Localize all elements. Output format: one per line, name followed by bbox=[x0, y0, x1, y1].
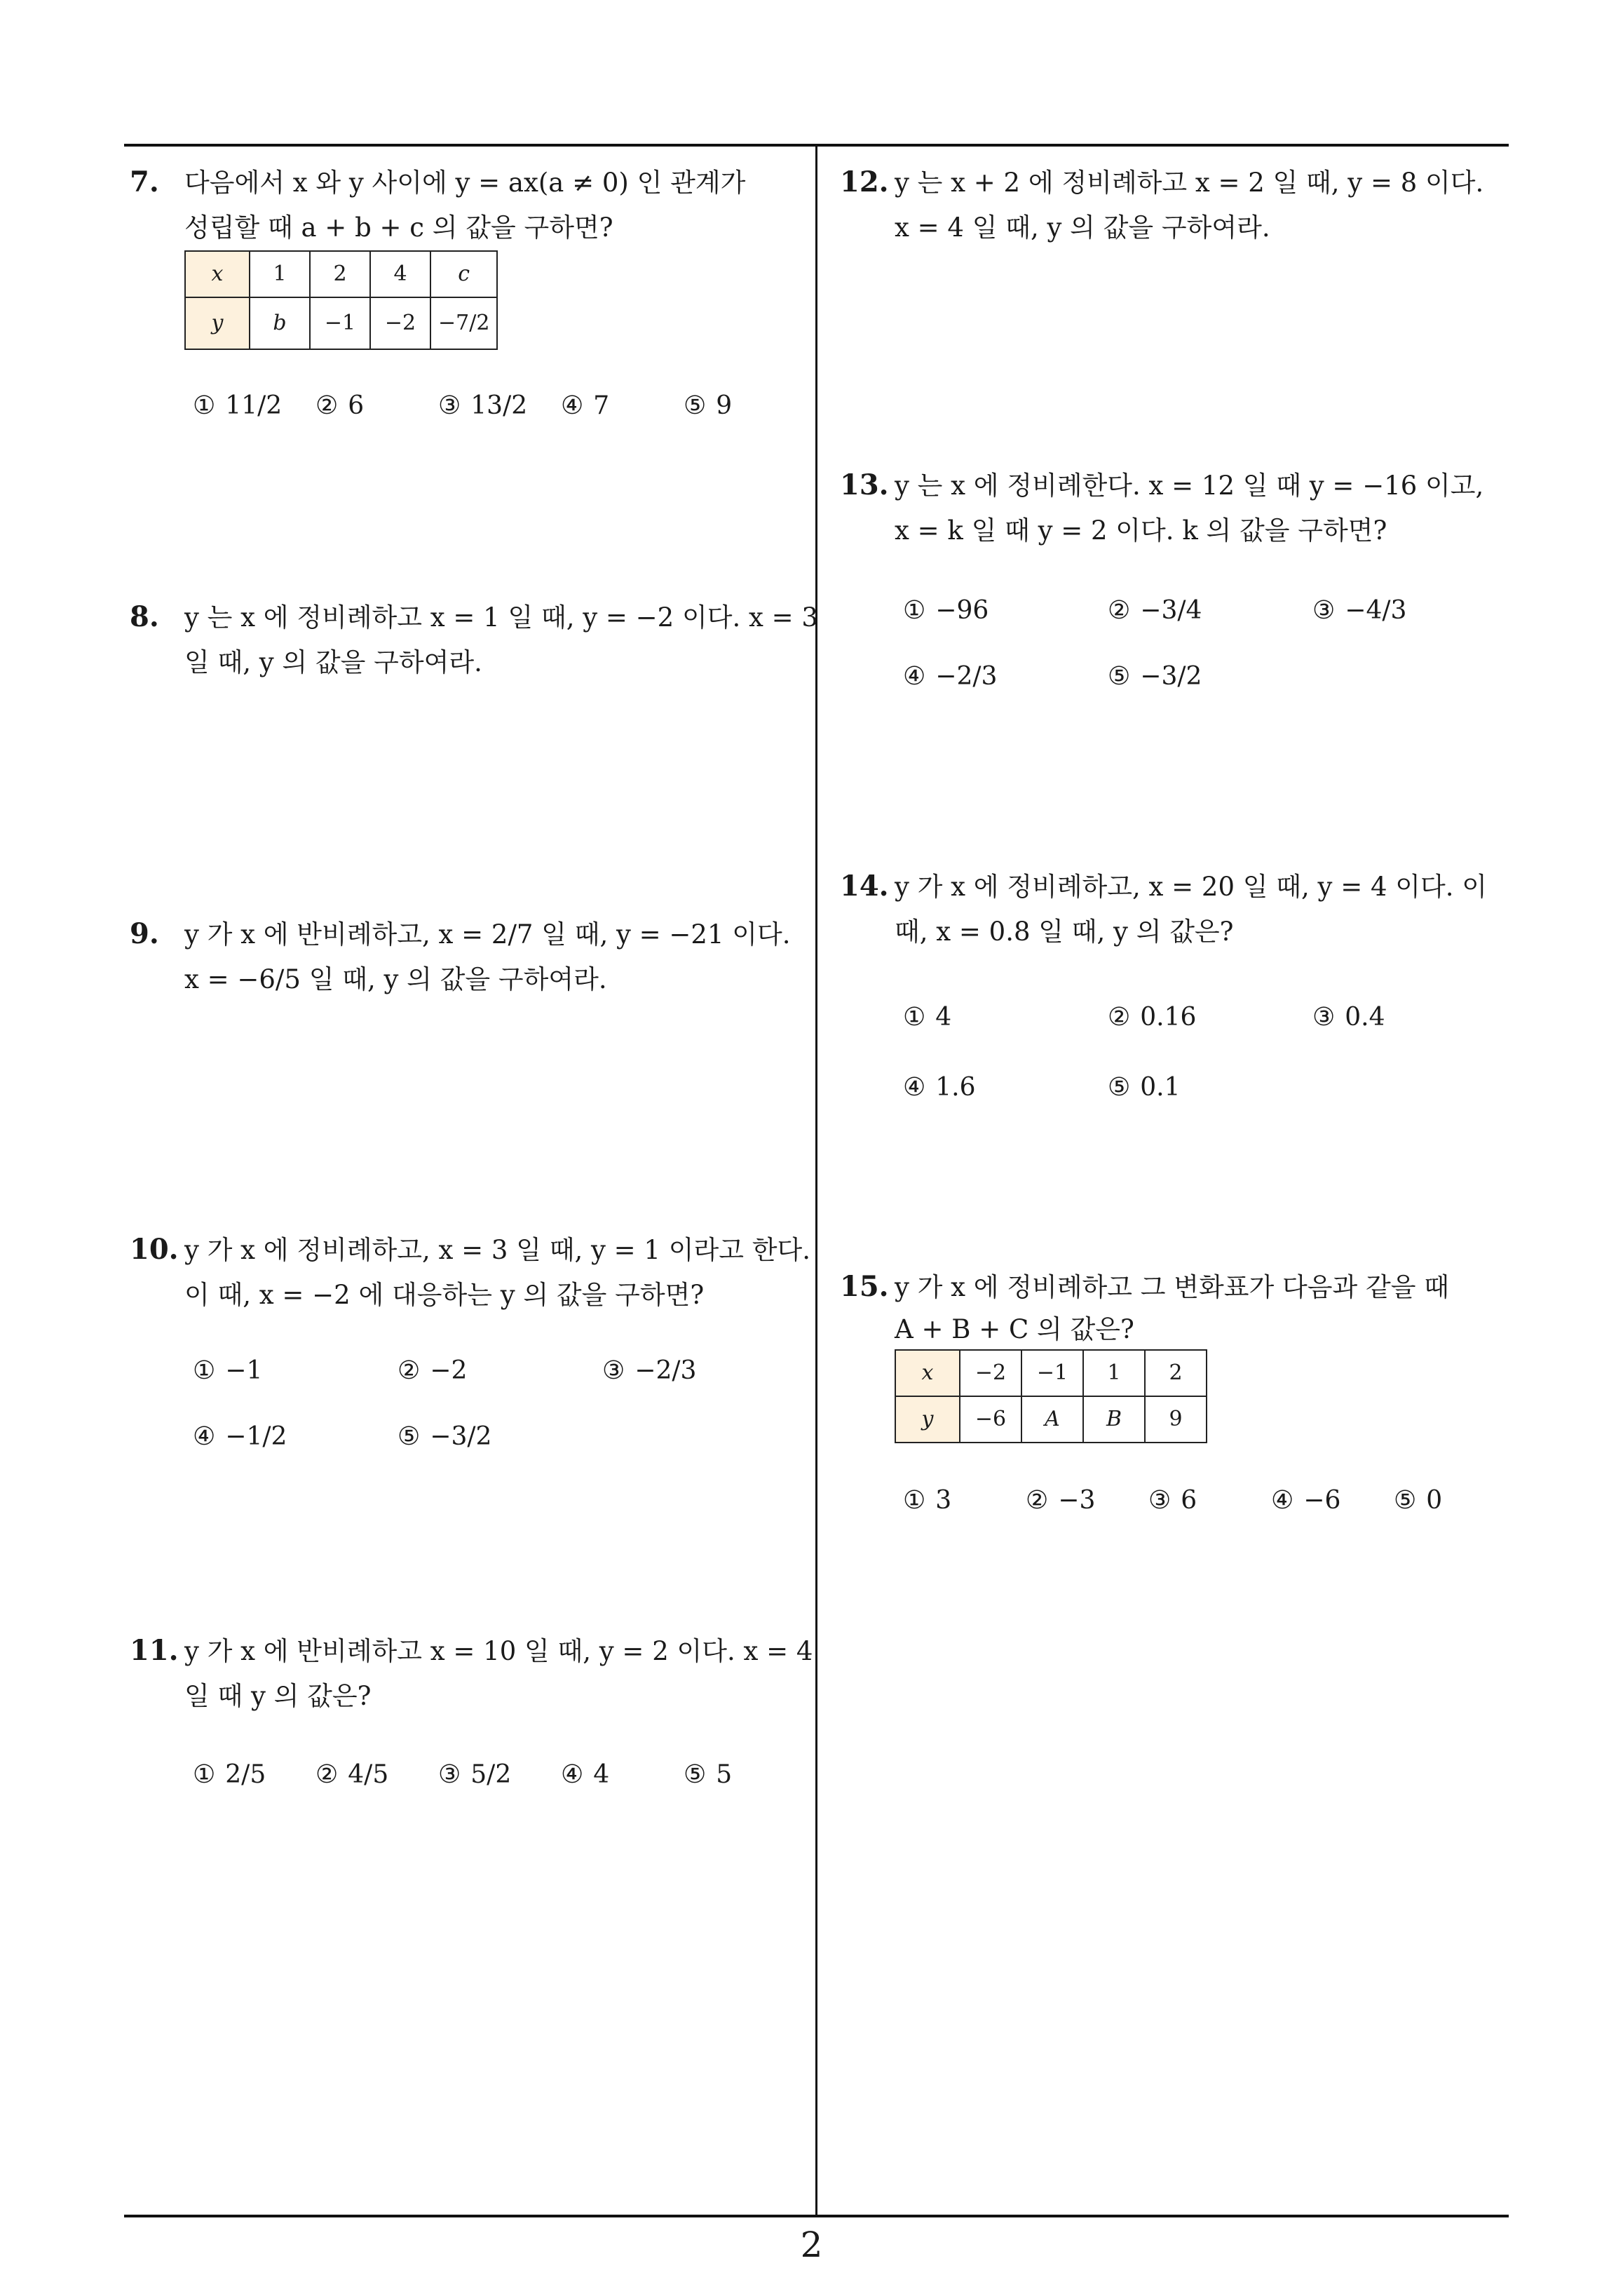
table-cell: 9 bbox=[1145, 1396, 1207, 1443]
choice-3[interactable]: ③ −4/3 bbox=[1312, 596, 1407, 625]
choice-3[interactable]: ③ −2/3 bbox=[602, 1356, 697, 1385]
choice-1[interactable]: ① 4 bbox=[903, 1003, 952, 1032]
table-cell: c bbox=[430, 251, 497, 297]
choice-2[interactable]: ② 6 bbox=[315, 391, 365, 420]
table-cell: −2 bbox=[960, 1350, 1021, 1396]
question-text: y 가 x 에 정비례하고, x = 20 일 때, y = 4 이다. 이 bbox=[895, 872, 1488, 902]
question-text: A + B + C 의 값은? bbox=[895, 1314, 1134, 1344]
question-10 bbox=[130, 1227, 810, 1459]
question-number: 9. bbox=[130, 917, 159, 950]
choice-4[interactable]: ④ 1.6 bbox=[903, 1073, 976, 1102]
choice-5[interactable]: ⑤ −3/2 bbox=[398, 1422, 492, 1451]
question-text: 성립할 때 a + b + c 의 값을 구하면? bbox=[184, 212, 613, 243]
choice-5[interactable]: ⑤ 9 bbox=[684, 391, 733, 420]
table-cell: B bbox=[1083, 1396, 1145, 1443]
question-7 bbox=[130, 160, 803, 428]
answer-choices bbox=[193, 384, 803, 428]
choice-4[interactable]: ④ 4 bbox=[561, 1760, 610, 1789]
question-text: 이 때, x = −2 에 대응하는 y 의 값을 구하면? bbox=[184, 1280, 705, 1310]
question-number: 7. bbox=[130, 166, 159, 198]
choice-2[interactable]: ② 0.16 bbox=[1108, 1003, 1197, 1032]
choice-4[interactable]: ④ −2/3 bbox=[903, 662, 998, 691]
choice-5[interactable]: ⑤ 5 bbox=[684, 1760, 733, 1789]
table-cell: 2 bbox=[1145, 1350, 1207, 1396]
answer-choices bbox=[903, 1478, 1513, 1523]
question-11 bbox=[130, 1628, 813, 1797]
answer-choices bbox=[903, 588, 1513, 633]
table-cell: −1 bbox=[310, 297, 370, 349]
question-text: x = 4 일 때, y 의 값을 구하여라. bbox=[895, 212, 1270, 243]
table-cell: b bbox=[250, 297, 310, 349]
question-number: 8. bbox=[130, 600, 159, 633]
question-text: 일 때, y 의 값을 구하여라. bbox=[184, 647, 482, 677]
answer-choices bbox=[193, 1753, 803, 1797]
table-row bbox=[895, 1396, 1207, 1443]
question-8 bbox=[130, 595, 818, 685]
question-14 bbox=[840, 864, 1513, 1110]
table-cell: 4 bbox=[370, 251, 430, 297]
choice-3[interactable]: ③ 6 bbox=[1148, 1486, 1197, 1515]
answer-choices bbox=[903, 654, 1513, 699]
table-cell: −1 bbox=[1021, 1350, 1083, 1396]
table-row bbox=[185, 297, 497, 349]
question-text: 일 때 y 의 값은? bbox=[184, 1681, 372, 1711]
page-number: 2 bbox=[800, 2224, 823, 2265]
table-header-x: x bbox=[185, 251, 250, 297]
answer-choices bbox=[193, 1349, 803, 1393]
bottom-rule bbox=[124, 2215, 1509, 2217]
question-9 bbox=[130, 912, 803, 1002]
table-cell: −2 bbox=[370, 297, 430, 349]
question-text: x = k 일 때 y = 2 이다. k 의 값을 구하면? bbox=[895, 515, 1387, 546]
choice-5[interactable]: ⑤ 0 bbox=[1394, 1486, 1443, 1515]
question-text: y 가 x 에 정비례하고 그 변화표가 다음과 같을 때 bbox=[895, 1272, 1449, 1302]
choice-2[interactable]: ② 4/5 bbox=[315, 1760, 389, 1789]
question-text: 다음에서 x 와 y 사이에 y = ax(a ≠ 0) 인 관계가 bbox=[184, 168, 746, 198]
table-header-y: y bbox=[895, 1396, 960, 1443]
question-15 bbox=[840, 1264, 1513, 1523]
choice-1[interactable]: ① 3 bbox=[903, 1486, 952, 1515]
choice-1[interactable]: ① 2/5 bbox=[193, 1760, 266, 1789]
question-12 bbox=[840, 160, 1513, 250]
table-row bbox=[185, 251, 497, 297]
choice-4[interactable]: ④ 7 bbox=[561, 391, 610, 420]
question-number: 13. bbox=[840, 468, 889, 501]
choice-5[interactable]: ⑤ 0.1 bbox=[1108, 1073, 1181, 1102]
table-cell: 1 bbox=[250, 251, 310, 297]
question-text: y 가 x 에 정비례하고, x = 3 일 때, y = 1 이라고 한다. bbox=[184, 1235, 810, 1265]
choice-2[interactable]: ② −3 bbox=[1026, 1486, 1096, 1515]
answer-choices bbox=[193, 1414, 803, 1459]
table-cell: −6 bbox=[960, 1396, 1021, 1443]
column-divider bbox=[815, 145, 817, 2216]
question-number: 14. bbox=[840, 870, 889, 903]
answer-choices bbox=[903, 1065, 1513, 1110]
table-header-x: x bbox=[895, 1350, 960, 1396]
question-number: 15. bbox=[840, 1270, 889, 1303]
table-header-y: y bbox=[185, 297, 250, 349]
question-text: 때, x = 0.8 일 때, y 의 값은? bbox=[895, 917, 1234, 947]
question-text: y 는 x 에 정비례한다. x = 12 일 때 y = −16 이고, bbox=[895, 471, 1484, 501]
choice-3[interactable]: ③ 13/2 bbox=[438, 391, 528, 420]
choice-2[interactable]: ② −2 bbox=[398, 1356, 468, 1385]
question-text: y 는 x + 2 에 정비례하고 x = 2 일 때, y = 8 이다. bbox=[895, 168, 1484, 198]
value-table bbox=[184, 250, 498, 350]
table-cell: A bbox=[1021, 1396, 1083, 1443]
question-number: 11. bbox=[130, 1634, 179, 1667]
choice-2[interactable]: ② −3/4 bbox=[1108, 596, 1202, 625]
choice-3[interactable]: ③ 5/2 bbox=[438, 1760, 512, 1789]
question-number: 12. bbox=[840, 166, 889, 198]
table-cell: 2 bbox=[310, 251, 370, 297]
table-cell: 1 bbox=[1083, 1350, 1145, 1396]
choice-1[interactable]: ① 11/2 bbox=[193, 391, 283, 420]
question-text: y 는 x 에 정비례하고 x = 1 일 때, y = −2 이다. x = 3 bbox=[184, 602, 818, 633]
question-text: y 가 x 에 반비례하고 x = 10 일 때, y = 2 이다. x = 4 bbox=[184, 1636, 813, 1666]
table-row bbox=[895, 1350, 1207, 1396]
question-13 bbox=[840, 463, 1513, 699]
choice-1[interactable]: ① −1 bbox=[193, 1356, 263, 1385]
choice-5[interactable]: ⑤ −3/2 bbox=[1108, 662, 1202, 691]
question-text: y 가 x 에 반비례하고, x = 2/7 일 때, y = −21 이다. bbox=[184, 919, 791, 950]
question-text: x = −6/5 일 때, y 의 값을 구하여라. bbox=[184, 964, 607, 994]
value-table bbox=[895, 1349, 1207, 1443]
answer-choices bbox=[903, 995, 1513, 1040]
table-cell: −7/2 bbox=[430, 297, 497, 349]
choice-1[interactable]: ① −96 bbox=[903, 596, 989, 625]
choice-4[interactable]: ④ −1/2 bbox=[193, 1422, 287, 1451]
question-number: 10. bbox=[130, 1233, 179, 1266]
choice-3[interactable]: ③ 0.4 bbox=[1312, 1003, 1385, 1032]
choice-4[interactable]: ④ −6 bbox=[1271, 1486, 1341, 1515]
